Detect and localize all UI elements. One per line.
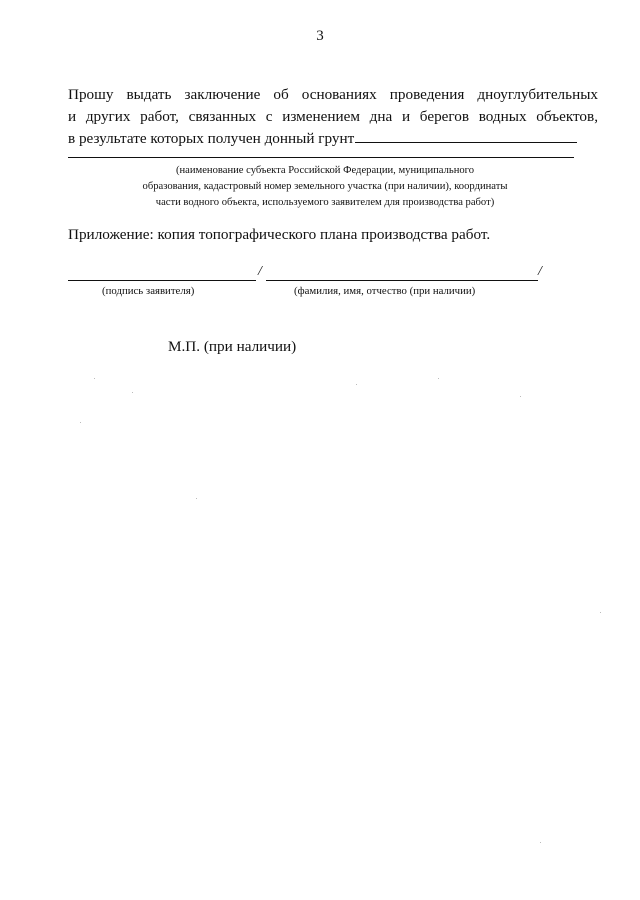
request-line-2: и других работ, связанных с изменением дна и берегов водных объектов, (68, 108, 598, 125)
object-fill-line[interactable] (68, 157, 574, 158)
signature-label: (подпись заявителя) (102, 285, 195, 297)
request-line-3-text: в результате которых получен донный грунт (68, 130, 355, 147)
request-line-3 (68, 128, 598, 150)
scan-speck (600, 612, 601, 613)
attachment-note: Приложение: копия топографического плана производства работ. (68, 226, 491, 243)
hint-line-2: образования, кадастровый номер земельного участка (при наличии), координаты (142, 181, 508, 192)
signature-fill-line[interactable] (68, 280, 256, 281)
name-fill-line[interactable] (266, 280, 538, 281)
name-slash: / (538, 264, 542, 279)
signature-slash: / (258, 264, 262, 279)
signature-block (68, 264, 548, 308)
name-label: (фамилия, имя, отчество (при наличии) (294, 285, 476, 297)
scan-speck (80, 422, 81, 423)
scan-speck (94, 378, 95, 379)
scan-speck (520, 396, 521, 397)
scan-speck (438, 378, 439, 379)
scan-speck (132, 392, 133, 393)
hint-line-3: части водного объекта, используемого заявителем для производства работ) (155, 197, 495, 208)
scan-speck (196, 498, 197, 499)
stamp-note: М.П. (при наличии) (168, 338, 297, 355)
soil-fill-line[interactable] (355, 141, 577, 143)
request-paragraph (68, 84, 598, 150)
hint-line-1: (наименование субъекта Российской Федерации, муниципального (175, 165, 475, 176)
page-number: 3 (316, 28, 324, 44)
object-hint (100, 163, 550, 211)
request-line-1: Прошу выдать заключение об основаниях проведения дноуглубительных (68, 86, 598, 103)
scan-speck (540, 842, 541, 843)
scan-speck (356, 384, 357, 385)
